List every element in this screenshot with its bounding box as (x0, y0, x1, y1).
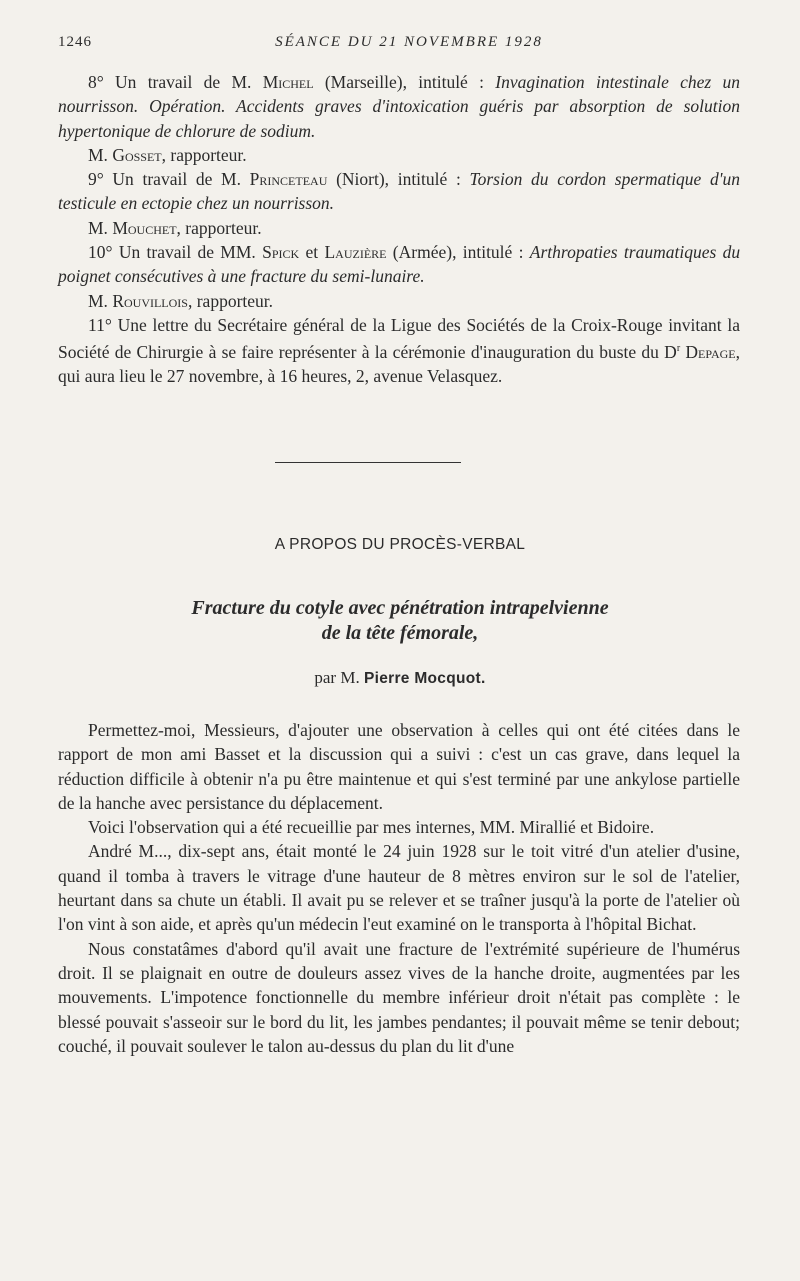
author-name: Spick (262, 242, 300, 263)
agenda-item-11: 11° Une lettre du Secrétaire général de la Ligue des Sociétés de la Croix-Rouge invitant la Société de Chirurgie à se faire représenter à la cérémonie d'inauguration du buste du $D^r$ Depage, qui aura lieu le 27 novembre, à 16 heures, 2, avenue Velasquez. (58, 314, 741, 387)
running-header (58, 34, 760, 56)
byline: par M. Pierre Mocquot. (314, 668, 486, 687)
agenda-item-10: 10° Un travail de MM. Spick et Lauzière (Armée), intitulé : Arthropaties traumatiques du poignet consécutives à une fracture du semi-lunaire. (58, 242, 741, 287)
running-title: SÉANCE DU 21 NOVEMBRE 1928 (275, 34, 543, 50)
author-name: Princeteau (249, 169, 328, 190)
author-name: Lauzière (324, 242, 387, 263)
paragraph: André M..., dix-sept ans, était monté le 24 juin 1928 sur le toit vitré d'un atelier d'usine, quand il tomba à travers le vitrage d'une hauteur de 8 mètres environ sur le sol de l'atelier, heurtant dans sa chute un établi. Il avait pu se relever et se traîner jusqu'à la porte de l'atelier où l'on vint à son aide, et après qu'un médecin l'eut examiné on le transporta à l'hôpital Bichat. (58, 841, 740, 935)
page-number: 1246 (58, 34, 92, 50)
agenda-list (58, 70, 740, 389)
article-title: Fracture du cotyle avec pénétration intrapelvienne de la tête fémorale, (191, 597, 609, 644)
article-body (58, 718, 740, 1058)
agenda-item-8: 8° Un travail de M. Michel (Marseille), intitulé : Invagination intestinale chez un nourrisson. Opération. Accidents graves d'intoxication guéris par absorption de solution hypertonique de chlorure de sodium. (58, 72, 741, 141)
paragraph: Voici l'observation qui a été recueillie par mes internes, MM. Mirallié et Bidoire. (88, 817, 655, 838)
section-title: A PROPOS DU PROCÈS-VERBAL (274, 536, 526, 553)
separator-rule (275, 462, 461, 463)
rapporteur-line: M. Gosset, rapporteur. (88, 144, 247, 165)
work-title: Torsion du cordon spermatique d'un testicule en ectopie chez un nourrisson. (58, 169, 740, 214)
paragraph: Nous constatâmes d'abord qu'il avait une fracture de l'extrémité supérieure de l'humérus droit. Il se plaignait en outre de douleurs assez vives de la hanche droite, augmentées par les mouvements. L'impotence fonctionnelle du membre inférieur droit n'était pas complète : le blessé pouvait s'asseoir sur le bord du lit, les jambes pendantes; il pouvait même se tenir debout; couché, il pouvait soulever le talon au-dessus du plan du lit d'une (58, 938, 740, 1056)
work-title: Arthropaties traumatiques du poignet consécutives à une fracture du semi-lunaire. (58, 242, 741, 287)
author-name: Pierre Mocquot. (363, 670, 486, 687)
paragraph: Permettez-moi, Messieurs, d'ajouter une observation à celles qui ont été citées dans le rapport de mon ami Basset et la discussion qui a suivi : c'est un cas grave, dans lequel la réduction difficile à obtenir n'a pu être maintenue et qui s'est terminé par une ankylose partielle de la hanche avec persistance du déplacement. (58, 720, 740, 813)
rapporteur-line: M. Mouchet, rapporteur. (88, 217, 262, 238)
work-title: Invagination intestinale chez un nourrisson. Opération. Accidents graves d'intoxication guéris par absorption de solution hypertonique de chlorure de sodium. (58, 72, 741, 141)
rapporteur-line: M. Rouvillois, rapporteur. (88, 290, 274, 311)
agenda-item-9: 9° Un travail de M. Princeteau (Niort), intitulé : Torsion du cordon spermatique d'un testicule en ectopie chez un nourrisson. (58, 169, 740, 214)
author-name: Michel (262, 72, 314, 92)
